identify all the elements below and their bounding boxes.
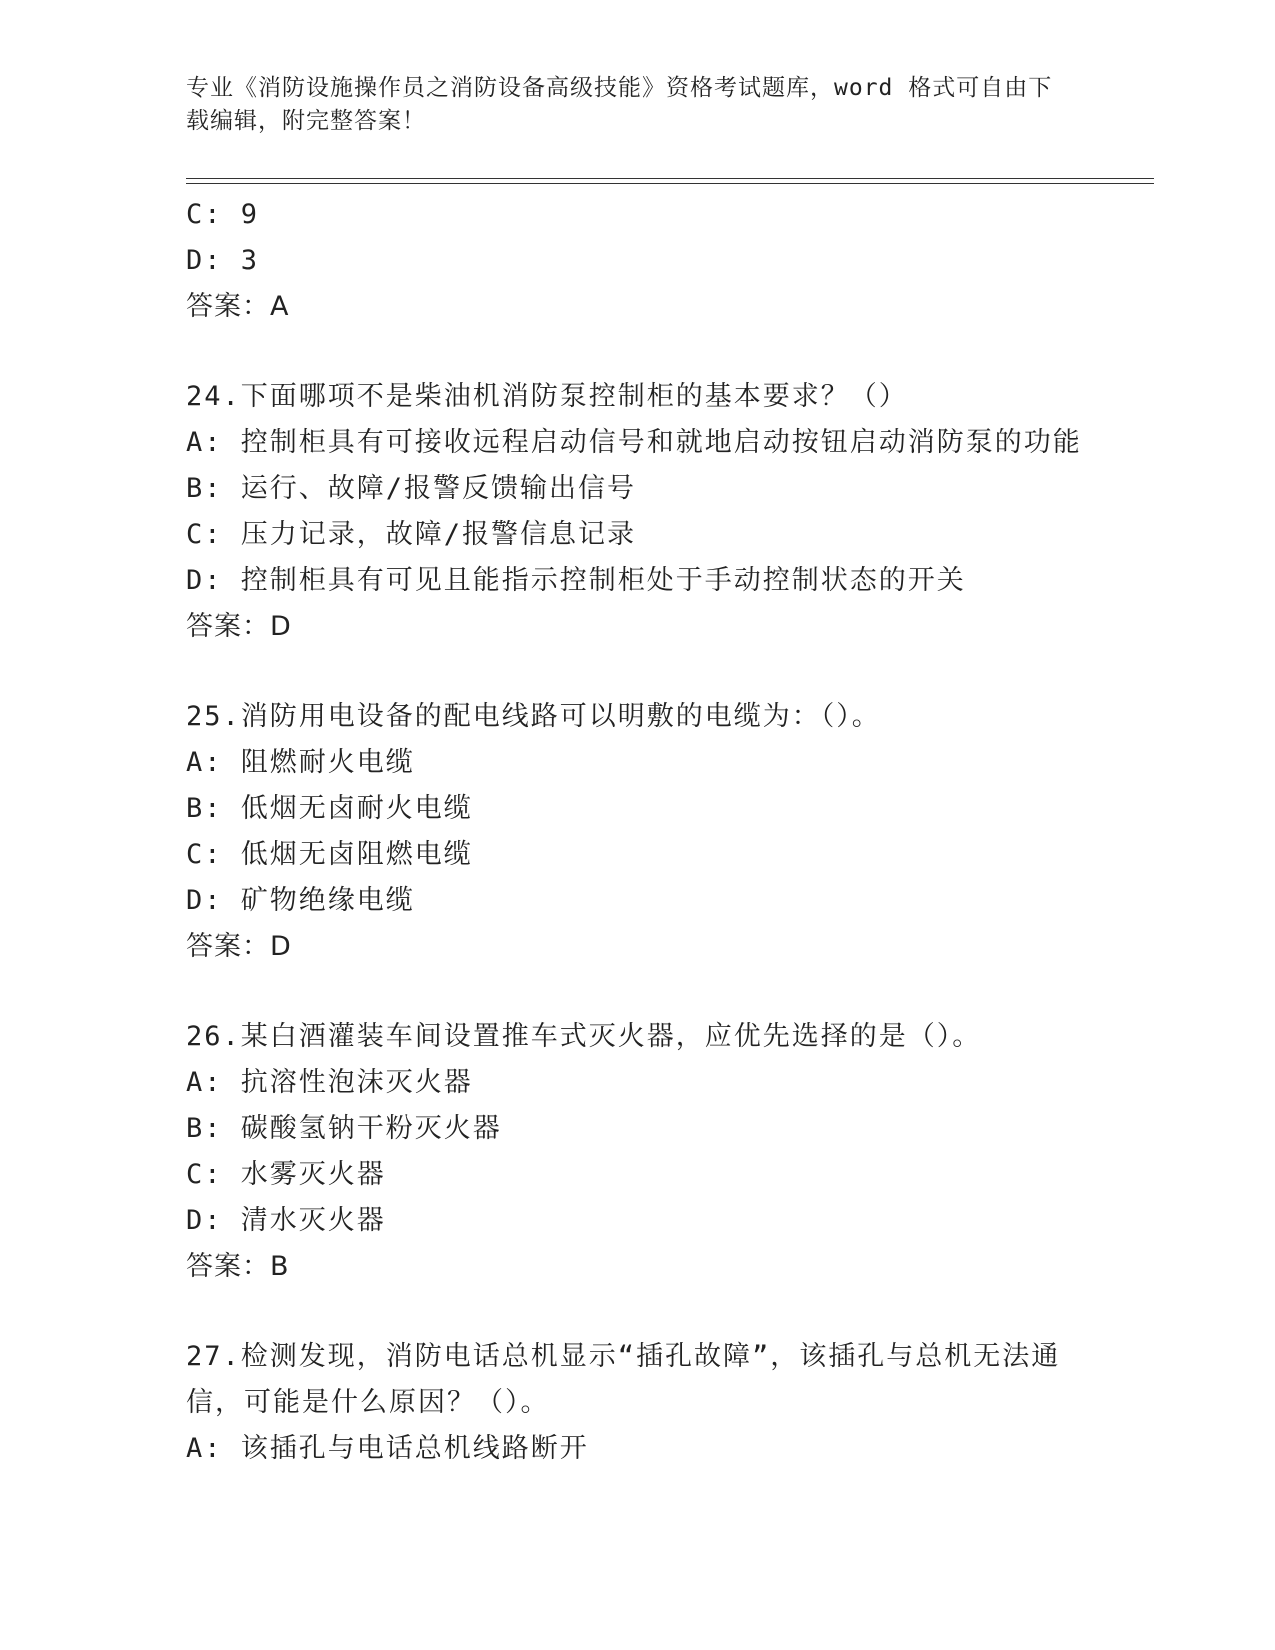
option-c: C: 9 (186, 199, 260, 230)
option-d: D: 3 (186, 245, 260, 276)
question-27 (186, 1334, 1146, 1472)
option-a: A: 控制柜具有可接收远程启动信号和就地启动按钮启动消防泵的功能 (186, 427, 1082, 458)
question-24 (186, 374, 1146, 650)
answer-line: 答案：D (186, 611, 292, 642)
header-line-2: 载编辑，附完整答案！ (186, 108, 426, 134)
answer-line: 答案：D (186, 931, 292, 962)
option-b: B: 碳酸氢钠干粉灭火器 (186, 1113, 502, 1144)
option-d: D: 控制柜具有可见且能指示控制柜处于手动控制状态的开关 (186, 565, 966, 596)
question-26 (186, 1014, 1146, 1290)
spacer (186, 1290, 1146, 1334)
header-divider-top (186, 178, 1154, 179)
option-c: C: 水雾灭火器 (186, 1159, 386, 1190)
answer-line: 答案：B (186, 1251, 290, 1282)
spacer (186, 330, 1146, 374)
option-d: D: 清水灭火器 (186, 1205, 386, 1236)
option-c: C: 压力记录，故障/报警信息记录 (186, 519, 637, 550)
option-a: A: 阻燃耐火电缆 (186, 747, 415, 778)
option-b: B: 运行、故障/报警反馈输出信号 (186, 473, 637, 504)
question-stem-line-1: 27.检测发现，消防电话总机显示“插孔故障”，该插孔与总机无法通 (186, 1341, 1061, 1372)
answer-line: 答案：A (186, 291, 290, 322)
spacer (186, 650, 1146, 694)
option-d: D: 矿物绝缘电缆 (186, 885, 415, 916)
header-divider-bottom (186, 183, 1154, 184)
header-line-1: 专业《消防设施操作员之消防设备高级技能》资格考试题库，word 格式可自由下 (186, 75, 1053, 101)
option-b: B: 低烟无卤耐火电缆 (186, 793, 473, 824)
question-stem: 25.消防用电设备的配电线路可以明敷的电缆为：（）。 (186, 701, 881, 732)
spacer (186, 970, 1146, 1014)
option-a: A: 该插孔与电话总机线路断开 (186, 1433, 589, 1464)
option-c: C: 低烟无卤阻燃电缆 (186, 839, 473, 870)
question-stem-line-2: 信，可能是什么原因？（）。 (186, 1387, 550, 1418)
document-header (186, 72, 1086, 138)
option-a: A: 抗溶性泡沫灭火器 (186, 1067, 473, 1098)
question-list (186, 192, 1146, 1472)
question-23-tail (186, 192, 1146, 330)
question-stem: 26.某白酒灌装车间设置推车式灭火器，应优先选择的是（）。 (186, 1021, 982, 1052)
question-stem: 24.下面哪项不是柴油机消防泵控制柜的基本要求？（） (186, 381, 908, 412)
question-25 (186, 694, 1146, 970)
